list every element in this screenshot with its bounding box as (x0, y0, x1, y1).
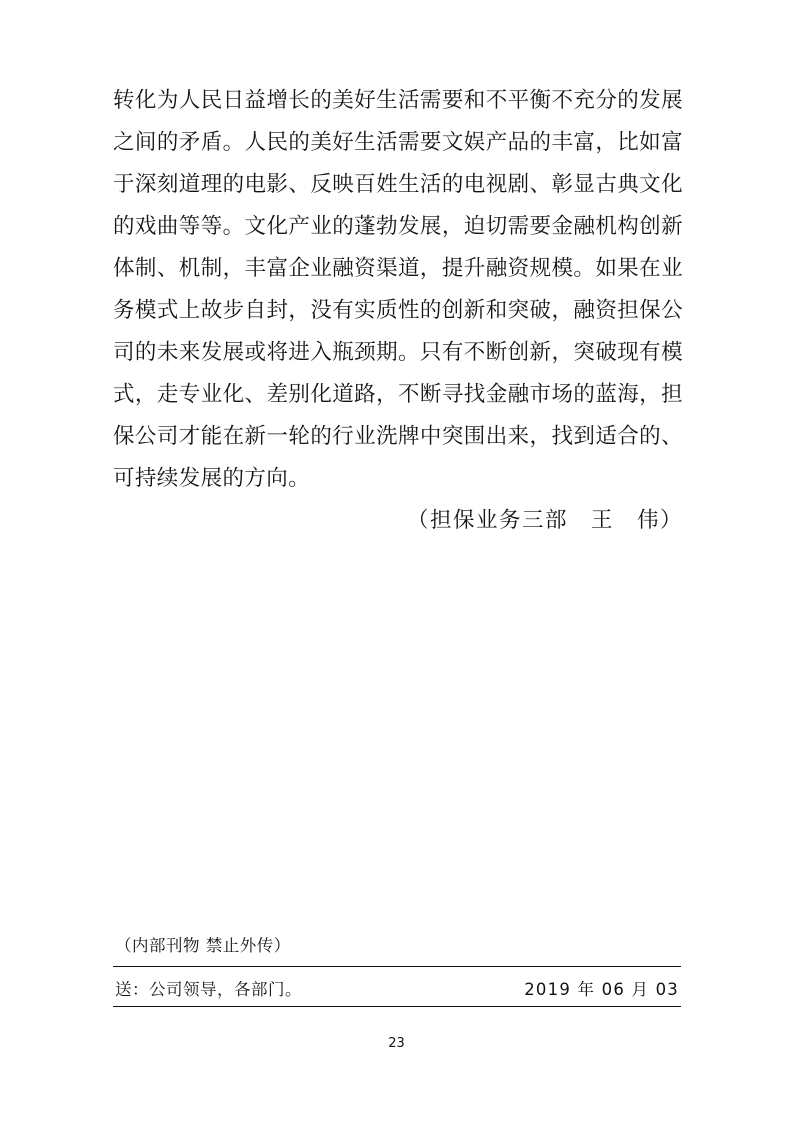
footer-row (113, 971, 681, 1005)
footer-divider-top (113, 966, 681, 967)
author-signature: （担保业务三部 王 伟） (406, 508, 683, 533)
footer-recipients: 送：公司领导，各部门。 (115, 980, 302, 999)
footer-date: 2019 年 06 月 03 (524, 980, 679, 999)
body-paragraph: 转化为人民日益增长的美好生活需要和不平衡不充分的发展之间的矛盾。人民的美好生活需要文娱产品的丰富，比如富于深刻道理的电影、反映百姓生活的电视剧、彰显古典文化的戏曲等等。文化产业的蓬勃发展，迫切需要金融机构创新体制、机制，丰富企业融资渠道，提升融资规模。如果在业务模式上故步自封，没有实质性的创新和突破，融资担保公司的未来发展或将进入瓶颈期。只有不断创新，突破现有模式，走专业化、差别化道路，不断寻找金融市场的蓝海，担保公司才能在新一轮的行业洗牌中突围出来，找到适合的、可持续发展的方向。 (113, 88, 683, 491)
article-body (113, 80, 683, 542)
page-number: 23 (388, 1036, 405, 1051)
internal-publication-note: （内部刊物 禁止外传） (115, 936, 291, 955)
footer-divider-bottom (113, 1006, 681, 1007)
